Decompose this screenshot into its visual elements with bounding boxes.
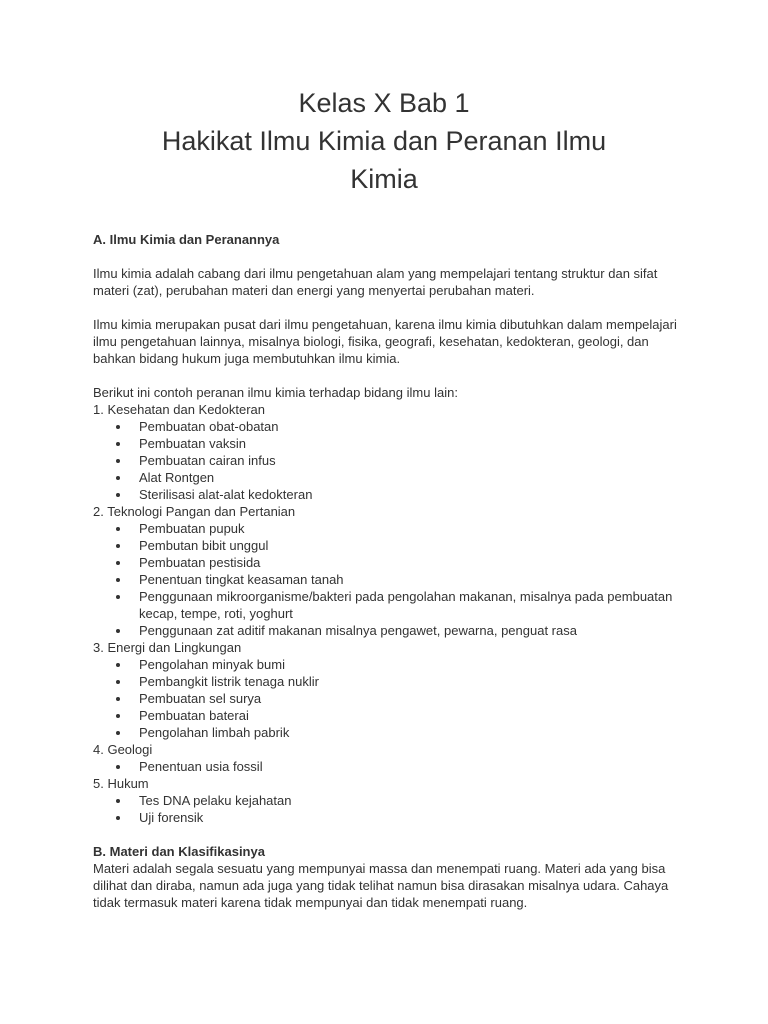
bullet-icon (116, 765, 120, 769)
section-b-paragraph-1: Materi adalah segala sesuatu yang mempunyai massa dan menempati ruang. Materi ada yang bisa dilihat dan diraba, namun ada juga yang tidak telihat namun bisa dirasakan misalnya udara. Cahaya tidak termasuk materi karena tidak mempunyai dan tidak menempati ruang. (93, 861, 669, 910)
list-item (93, 537, 683, 554)
section-a-paragraph-1: Ilmu kimia adalah cabang dari ilmu pengetahuan alam yang mempelajari tentang struktur dan sifat materi (zat), perubahan materi dan energi yang menyertai perubahan materi. (93, 266, 658, 298)
bullet-icon (116, 816, 120, 820)
title-line-2: Hakikat Ilmu Kimia dan Peranan Ilmu (161, 126, 607, 156)
list-item-text: Tes DNA pelaku kejahatan (139, 793, 292, 808)
list-item-text: Uji forensik (139, 810, 204, 825)
bullet-icon (116, 799, 120, 803)
list-item-text: Penggunaan zat aditif makanan misalnya pengawet, pewarna, penguat rasa (139, 623, 577, 638)
bullet-icon (116, 595, 120, 599)
list-item-text: Pembuatan sel surya (139, 691, 262, 706)
list-item (93, 520, 683, 537)
list-item (93, 486, 683, 503)
list-item (93, 673, 683, 690)
bullet-icon (116, 561, 120, 565)
list-item-text: Sterilisasi alat-alat kedokteran (139, 487, 313, 502)
field-list-geologi (93, 758, 683, 775)
list-item (93, 435, 683, 452)
list-item (93, 724, 683, 741)
field-list-energi (93, 656, 683, 741)
list-item-text: Pembuatan obat-obatan (139, 419, 279, 434)
list-item (93, 469, 683, 486)
list-item-text: Pembangkit listrik tenaga nuklir (139, 674, 319, 689)
title-line-1: Kelas X Bab 1 (298, 88, 470, 118)
list-item (93, 452, 683, 469)
field-list-kesehatan (93, 418, 683, 503)
list-item (93, 554, 683, 571)
field-list-hukum (93, 792, 683, 826)
bullet-icon (116, 629, 120, 633)
field-heading-kesehatan: 1. Kesehatan dan Kedokteran (93, 402, 266, 417)
list-item (93, 809, 683, 826)
list-item (93, 622, 683, 639)
list-item-text: Pengolahan minyak bumi (139, 657, 285, 672)
bullet-icon (116, 425, 120, 429)
list-item-text: Alat Rontgen (139, 470, 215, 485)
list-item (93, 758, 683, 775)
list-item-text: Pembuatan pupuk (139, 521, 245, 536)
list-item (93, 656, 683, 673)
bullet-icon (116, 476, 120, 480)
field-heading-energi: 3. Energi dan Lingkungan (93, 640, 242, 655)
list-item-text: Pembuatan pestisida (139, 555, 261, 570)
list-item-text: Penggunaan mikroorganisme/bakteri pada pengolahan makanan, misalnya pada pembuatan kecap, tempe, roti, yoghurt (139, 589, 673, 621)
list-item-text: Pembuatan vaksin (139, 436, 246, 451)
list-item-text: Penentuan tingkat keasaman tanah (139, 572, 344, 587)
field-heading-hukum: 5. Hukum (93, 776, 149, 791)
bullet-icon (116, 527, 120, 531)
list-item (93, 707, 683, 724)
list-item-text: Pembutan bibit unggul (139, 538, 269, 553)
list-item (93, 418, 683, 435)
section-b-heading: B. Materi dan Klasifikasinya (93, 844, 265, 859)
bullet-icon (116, 697, 120, 701)
section-a-intro: Berikut ini contoh peranan ilmu kimia terhadap bidang ilmu lain: (93, 385, 458, 400)
section-a-heading: A. Ilmu Kimia dan Peranannya (93, 232, 280, 247)
document-title (100, 84, 668, 198)
bullet-icon (116, 544, 120, 548)
field-heading-geologi: 4. Geologi (93, 742, 153, 757)
list-item (93, 571, 683, 588)
bullet-icon (116, 459, 120, 463)
bullet-icon (116, 663, 120, 667)
bullet-icon (116, 731, 120, 735)
list-item-text: Pembuatan cairan infus (139, 453, 276, 468)
field-heading-pangan: 2. Teknologi Pangan dan Pertanian (93, 504, 296, 519)
bullet-icon (116, 680, 120, 684)
bullet-icon (116, 493, 120, 497)
list-item-text: Pembuatan baterai (139, 708, 249, 723)
list-item-text: Penentuan usia fossil (139, 759, 263, 774)
list-item (93, 690, 683, 707)
bullet-icon (116, 442, 120, 446)
bullet-icon (116, 714, 120, 718)
title-line-3: Kimia (350, 164, 418, 194)
field-list-pangan (93, 520, 683, 639)
bullet-icon (116, 578, 120, 582)
list-item-text: Pengolahan limbah pabrik (139, 725, 290, 740)
section-a-paragraph-2: Ilmu kimia merupakan pusat dari ilmu pengetahuan, karena ilmu kimia dibutuhkan dalam mempelajari ilmu pengetahuan lainnya, misalnya biologi, fisika, geografi, kesehatan, kedokteran, geologi, dan bahkan bidang hukum juga membutuhkan ilmu kimia. (93, 317, 677, 366)
document-body (93, 231, 683, 911)
list-item (93, 588, 683, 622)
list-item (93, 792, 683, 809)
